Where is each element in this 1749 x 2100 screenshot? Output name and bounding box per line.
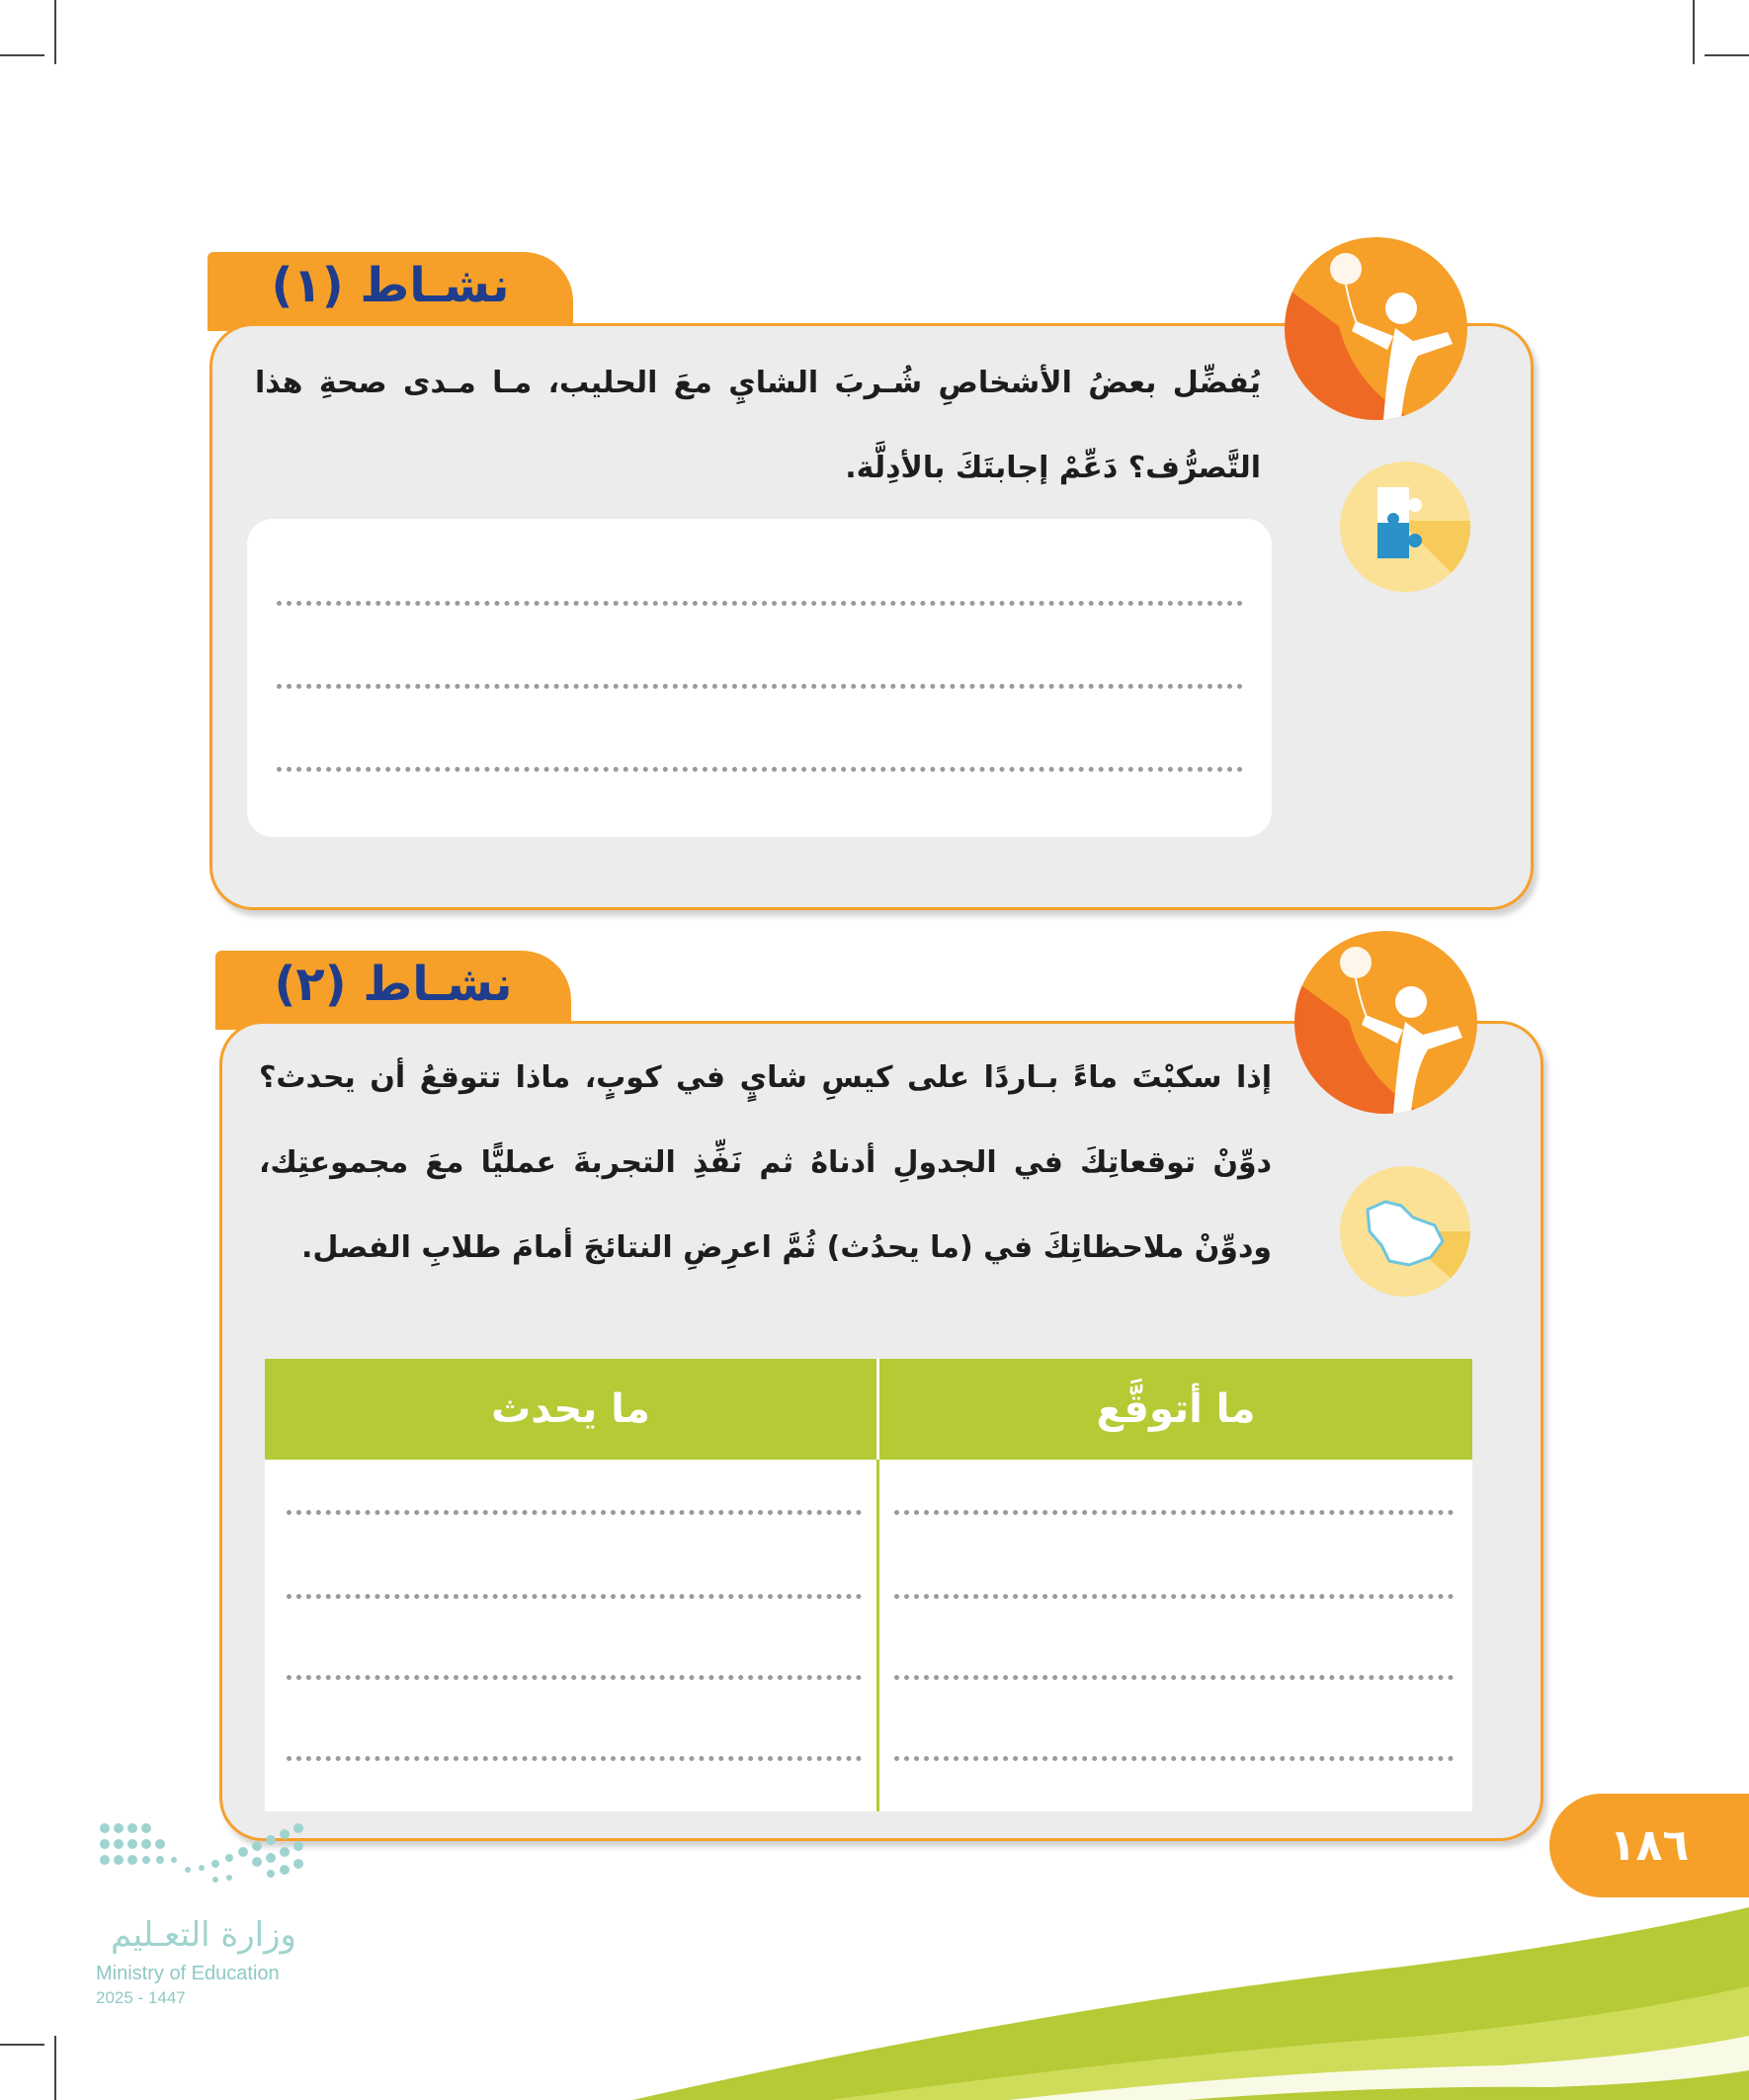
answer-line[interactable] (277, 767, 1243, 772)
crop-mark (0, 2044, 44, 2046)
crop-mark (54, 0, 56, 64)
table-cell-expect[interactable] (894, 1594, 1454, 1599)
saudi-map-icon (1340, 1166, 1470, 1297)
table-cell-expect[interactable] (894, 1756, 1454, 1761)
crop-mark (54, 2036, 56, 2100)
activity2-title-tab (215, 951, 571, 1030)
table-cell-expect[interactable] (894, 1510, 1454, 1515)
table-column-divider (876, 1460, 879, 1811)
page-number: ١٨٦ (1609, 1820, 1690, 1871)
answer-line[interactable] (277, 684, 1243, 689)
ministry-year: 2025 - 1447 (96, 1988, 186, 2007)
table-header-happens (265, 1359, 876, 1460)
table-cell-happens[interactable] (287, 1675, 862, 1680)
table-cell-happens[interactable] (287, 1594, 862, 1599)
ministry-name-english: Ministry of Education (96, 1963, 280, 1984)
table-header-happens-label: ما يحدث (491, 1386, 650, 1432)
crop-mark (1705, 54, 1749, 56)
kid-balloon-icon (1285, 237, 1467, 420)
table-cell-happens[interactable] (287, 1510, 862, 1515)
table-header-expect (879, 1359, 1472, 1460)
answer-line[interactable] (277, 601, 1243, 606)
ministry-name-arabic: وزارة التعـليم (111, 1915, 296, 1955)
activity1-question: يُفضِّل بعضُ الأشخاصِ شُـربَ الشايِ معَ الحليب، مـا مـدى صحةِ هذا التَّصرُّف؟ دَعِّمْ إجابتَكَ بالأدِلَّة. (255, 366, 1261, 485)
table-header-expect-label: ما أتوقَّع (1096, 1386, 1256, 1432)
activity1-answer-box[interactable] (247, 519, 1272, 837)
activity2-question: إذا سكبْتَ ماءً بـاردًا على كيسِ شايٍ في كوبٍ، ماذا تتوقعُ أن يحدث؟ دوِّنْ توقعاتِكَ في الجدولِ أدناهُ ثم نَفِّذِ التجربةَ عمليًّا معَ مجموعتِك، ودوِّنْ ملاحظاتِكَ في (ما يحدُث) ثُمَّ اعرِضِ النتائجَ أمامَ طلابِ الفصل. (259, 1060, 1272, 1265)
table-cell-happens[interactable] (287, 1756, 862, 1761)
ministry-logo-dots-icon (97, 1818, 314, 1897)
puzzle-icon (1340, 462, 1470, 592)
table-cell-expect[interactable] (894, 1675, 1454, 1680)
crop-mark (0, 54, 44, 56)
activity2-title: نشـاط (٢) (274, 957, 513, 1012)
activity1-title: نشـاط (١) (271, 258, 510, 313)
page-number-badge (1549, 1794, 1749, 1897)
table-header-divider (876, 1359, 879, 1460)
kid-balloon-icon (1294, 931, 1477, 1114)
green-wave-decoration (632, 1907, 1749, 2100)
crop-mark (1693, 0, 1695, 64)
activity1-title-tab (208, 252, 573, 331)
